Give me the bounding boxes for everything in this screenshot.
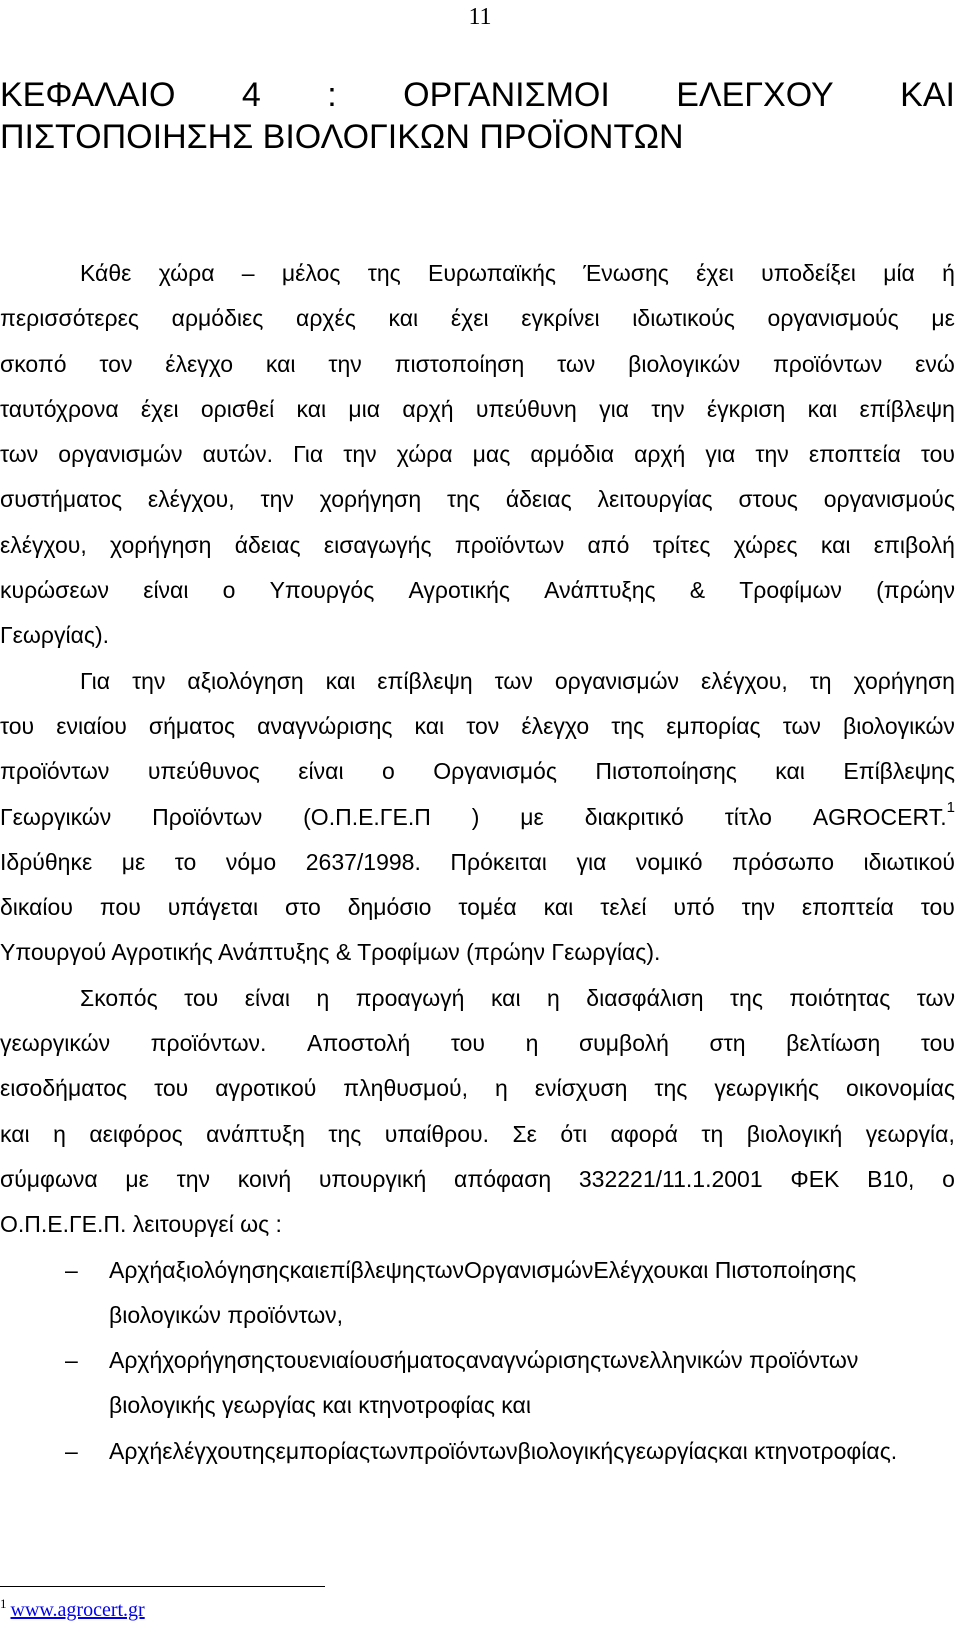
word: από [587, 531, 630, 558]
word: ενίσχυση [534, 1075, 628, 1102]
word: σήματος [148, 712, 236, 739]
word: για [705, 441, 736, 468]
word: εποπτεία [808, 441, 901, 468]
word: πιστοποίηση [394, 350, 525, 377]
word: Ιδρύθηκε [0, 848, 93, 875]
word: του [920, 441, 955, 468]
word: των [782, 712, 821, 739]
word: ορισθεί [200, 395, 275, 422]
word: ποιότητας [789, 984, 891, 1011]
word: διακριτικό [584, 803, 684, 830]
text-line [0, 477, 955, 522]
word: την [343, 441, 377, 468]
word: τρίτες [652, 531, 711, 558]
word: ελέγχου, [147, 486, 235, 513]
word: αειφόρος [89, 1120, 183, 1147]
word: υπαίθρου. [384, 1120, 489, 1147]
word: αρχή [402, 395, 454, 422]
text-line [0, 387, 955, 432]
word: με [125, 1165, 149, 1192]
word: ιδιωτικούς [632, 305, 735, 332]
word: σήματος [379, 1347, 466, 1374]
word: τον [466, 712, 500, 739]
word: Προϊόντων [152, 803, 263, 830]
word: ελέγχου, [701, 667, 788, 694]
word: Ευρωπαϊκής [428, 260, 556, 286]
word: με [931, 305, 955, 332]
word: είναι [298, 758, 344, 785]
word: μας [472, 441, 511, 468]
word: χώρα [158, 260, 215, 286]
word: τη [701, 1120, 724, 1147]
word: ελέγχου [162, 1437, 243, 1464]
word: περισσότερες [0, 305, 139, 332]
word: οργανισμών [554, 667, 680, 694]
word: η [53, 1120, 66, 1147]
word: έχει [140, 395, 179, 422]
text-line [109, 1438, 748, 1464]
footnote-reference[interactable]: 1 [946, 798, 955, 816]
text-line [0, 523, 955, 568]
word: γεωργικής [714, 1075, 820, 1102]
word: πληθυσμού, [343, 1075, 469, 1102]
word: Αρχή [109, 1347, 163, 1374]
footnote [0, 1596, 145, 1624]
text-line: κτηνοτροφίας. [754, 1437, 898, 1464]
word: – [241, 260, 255, 286]
word: και [296, 395, 327, 422]
list-item [0, 1338, 955, 1429]
text-line [0, 795, 955, 840]
word: Αποστολή [307, 1030, 411, 1057]
word: αυτών. [202, 441, 274, 468]
word: άδειας [505, 486, 572, 513]
word: έχει [450, 305, 489, 332]
text-line: προϊόντων βιολογικής γεωργίας και κτηνοτροφίας και [109, 1347, 859, 1419]
word: μια [348, 395, 381, 422]
text-line [109, 1257, 708, 1283]
text-line [0, 342, 955, 387]
word: και [718, 1437, 748, 1464]
word: Γεωργικών [0, 803, 112, 830]
word: βιολογική [746, 1120, 843, 1147]
text-line [0, 1066, 955, 1111]
word: ενώ [915, 350, 955, 377]
word: αρμόδια [530, 441, 614, 468]
word: (πρώην [876, 577, 955, 604]
word: διασφάλιση [586, 984, 704, 1011]
footnote-separator [0, 1586, 325, 1587]
word: της [447, 486, 480, 513]
word: του [920, 1030, 955, 1057]
word: επίβλεψης [319, 1256, 426, 1283]
word: την [176, 1165, 211, 1192]
text-line: Υπουργού Αγροτικής Ανάπτυξης & Τροφίμων (πρώην Γεωργίας). [0, 939, 661, 966]
word: είναι [244, 984, 290, 1011]
word: και [543, 894, 574, 921]
word: έλεγχο [521, 712, 590, 739]
word: και [0, 1120, 30, 1147]
word: στη [709, 1030, 746, 1057]
word: την [132, 667, 166, 694]
word: υπουργική [318, 1165, 427, 1192]
word: εμπορίας [275, 1437, 371, 1464]
title-word: ΚΑΙ [900, 76, 955, 114]
word: επιβολή [873, 531, 955, 558]
word: τελεί [600, 894, 647, 921]
word: ενιαίου [56, 712, 127, 739]
word: ενιαίου [308, 1347, 380, 1374]
word: των [557, 350, 596, 377]
text-line [0, 704, 955, 749]
word: ιδιωτικού [863, 848, 955, 875]
paragraph-authorities [0, 251, 955, 659]
text-line [0, 1021, 955, 1066]
paragraph-agrocert [0, 659, 955, 976]
word: Υπουργός [269, 577, 375, 604]
word: γεωργικών [0, 1030, 111, 1057]
word: χορήγηση [319, 486, 422, 513]
dash-bullet: – [65, 1256, 78, 1283]
word: βιολογικής [517, 1437, 625, 1464]
dash-bullet: – [65, 1437, 78, 1464]
word: την [651, 395, 685, 422]
word: προϊόντων. [150, 1030, 267, 1057]
word: το [174, 848, 197, 875]
word: Αρχή [109, 1437, 163, 1464]
word: συστήματος [0, 486, 123, 513]
word: και [775, 758, 805, 785]
word: την [741, 894, 775, 921]
word: κοινή [237, 1165, 292, 1192]
dash-bullet: – [65, 1347, 78, 1374]
word: δημόσιο [347, 894, 432, 921]
word: της [611, 712, 645, 739]
word: αρχή [634, 441, 686, 468]
word: Β10, [867, 1165, 915, 1192]
text-line [0, 1112, 955, 1157]
word: χορήγηση [853, 667, 955, 694]
word: δικαίου [0, 894, 73, 921]
word: πρόσωπο [732, 848, 835, 875]
word: εποπτεία [801, 894, 894, 921]
word: προϊόντων [0, 758, 110, 785]
text-line: Γεωργίας). [0, 622, 110, 649]
word: της [242, 1437, 276, 1464]
word: με [520, 803, 544, 830]
word: ελληνικών [639, 1347, 743, 1374]
word: αρμόδιες [171, 305, 264, 332]
word: αγροτικού [215, 1075, 317, 1102]
paragraph-purpose [0, 976, 955, 1248]
word: άδειας [234, 531, 301, 558]
page-number: 11 [468, 4, 492, 30]
word: τη [809, 667, 832, 694]
word: επίβλεψη [377, 667, 473, 694]
word: της [367, 260, 401, 286]
word: χορήγηση [110, 531, 212, 558]
word: και [490, 984, 521, 1011]
word: της [328, 1120, 362, 1147]
word: Ελέγχου [593, 1256, 679, 1283]
word: αξιολόγησης [162, 1256, 290, 1283]
text-line: Ο.Π.Ε.ΓΕ.Π. λειτουργεί ως : [0, 1211, 282, 1238]
word: Αγροτικής [408, 577, 510, 604]
word: τίτλο [724, 803, 772, 830]
word: εμπορίας [666, 712, 761, 739]
word: 2637/1998. [305, 848, 421, 875]
word: προϊόντων [454, 531, 565, 558]
word: του [0, 712, 35, 739]
word: Τροφίμων [739, 577, 842, 604]
word: νόμο [225, 848, 277, 875]
chapter-title-line-1 [0, 74, 955, 116]
word: και [807, 395, 838, 422]
word: έγκριση [706, 395, 786, 422]
word: του [274, 1347, 309, 1374]
word: υπεύθυνος [147, 758, 260, 785]
word: των [425, 1256, 465, 1283]
word: της [729, 984, 763, 1011]
word: την [328, 350, 362, 377]
word: στο [285, 894, 321, 921]
title-word: ΚΕΦΑΛΑΙΟ [0, 76, 176, 114]
word: ταυτόχρονα [0, 395, 119, 422]
word: με [121, 848, 146, 875]
word: και [265, 350, 296, 377]
word: υποδείξει [761, 260, 856, 286]
word: βιολογικών [842, 712, 955, 739]
text-line [0, 840, 955, 885]
word: τομέα [458, 894, 517, 921]
word: εγκρίνει [521, 305, 600, 332]
word: και [678, 1256, 709, 1283]
word: (Ο.Π.Ε.ΓΕ.Π [303, 803, 431, 830]
word: υπάγεται [167, 894, 259, 921]
word: και [325, 667, 356, 694]
word: Οργανισμών [464, 1256, 594, 1283]
word: ο [222, 577, 236, 604]
word: που [99, 894, 141, 921]
word: λειτουργίας [597, 486, 713, 513]
word: τον [99, 350, 133, 377]
roles-list [0, 1248, 955, 1474]
word: εισαγωγής [323, 531, 432, 558]
word: βελτίωση [786, 1030, 881, 1057]
text-line [0, 568, 955, 613]
word: για [599, 395, 629, 422]
word: η [547, 984, 560, 1011]
word: Κάθε [80, 260, 132, 286]
chapter-title [0, 74, 955, 158]
text-line [0, 749, 955, 794]
word: Επίβλεψης [843, 758, 955, 785]
title-word: 4 [241, 76, 261, 114]
text-line: Πιστοποίησης βιολογικών προϊόντων, [109, 1256, 857, 1328]
word: χώρα [396, 441, 453, 468]
text-line [109, 1347, 743, 1373]
word: 332221/11.1.2001 [578, 1165, 763, 1192]
word: ο [382, 758, 395, 785]
word: Για [80, 667, 111, 694]
word: την [755, 441, 789, 468]
body-text [0, 251, 955, 1474]
word: κυρώσεων [0, 577, 110, 604]
word: στους [738, 486, 798, 513]
text-line [0, 976, 955, 1021]
word: είναι [143, 577, 189, 604]
word: και [820, 531, 851, 558]
title-word: : [327, 76, 337, 114]
word: και [388, 305, 419, 332]
word: αρχές [296, 305, 356, 332]
text-line [0, 1157, 955, 1202]
word: των [0, 441, 39, 468]
word: του [184, 984, 219, 1011]
word: μέλος [281, 260, 341, 286]
word: Σε [512, 1120, 537, 1147]
word: ΦΕΚ [790, 1165, 840, 1192]
word: προϊόντων [408, 1437, 518, 1464]
word: βιολογικών [628, 350, 741, 377]
word: των [916, 984, 955, 1011]
word: Ανάπτυξης [544, 577, 656, 604]
word: αξιολόγηση [187, 667, 304, 694]
word: η [525, 1030, 539, 1057]
word: συμβολή [578, 1030, 669, 1057]
word: οργανισμούς [767, 305, 899, 332]
word: η [494, 1075, 508, 1102]
word: ότι [560, 1120, 588, 1147]
word: της [654, 1075, 688, 1102]
word: ο [942, 1165, 955, 1192]
list-item [0, 1248, 955, 1339]
word: έχει [696, 260, 734, 286]
word: ανάπτυξη [206, 1120, 305, 1147]
agrocert-link[interactable]: www.agrocert.gr [10, 1599, 145, 1621]
text-line [0, 885, 955, 930]
word: του [154, 1075, 189, 1102]
word: απόφαση [454, 1165, 552, 1192]
word: για [576, 848, 607, 875]
word: σκοπό [0, 350, 67, 377]
word: των [370, 1437, 409, 1464]
word: οργανισμούς [823, 486, 955, 513]
word: νομικό [635, 848, 703, 875]
word: αφορά [610, 1120, 678, 1147]
word: αναγνώρισης [465, 1347, 602, 1374]
word: γεωργίας [624, 1437, 719, 1464]
word: Σκοπός [80, 984, 158, 1011]
word: ή [942, 260, 955, 286]
word: Πρόκειται [450, 848, 547, 875]
word: υπεύθυνη [475, 395, 577, 422]
word: προαγωγή [355, 984, 465, 1011]
word: & [689, 577, 706, 604]
word: προϊόντων [772, 350, 883, 377]
text-line [0, 296, 955, 341]
word: ) [471, 803, 480, 830]
word: οικονομίας [846, 1075, 955, 1102]
word: και [289, 1256, 320, 1283]
word: επίβλεψη [859, 395, 955, 422]
chapter-title-line-2: ΠΙΣΤΟΠΟΙΗΣΗΣ ΒΙΟΛΟΓΙΚΩΝ ΠΡΟΪΟΝΤΩΝ [0, 118, 684, 156]
word: και [414, 712, 445, 739]
title-word: ΟΡΓΑΝΙΣΜΟΙ [403, 76, 610, 114]
word: χορήγησης [162, 1347, 275, 1374]
word: Ένωσης [583, 260, 669, 286]
footnote-number: 1 [0, 1596, 7, 1611]
word: την [260, 486, 294, 513]
text-line [0, 659, 955, 704]
word: σύμφωνα [0, 1165, 98, 1192]
word: οργανισμών [58, 441, 183, 468]
word: η [316, 984, 330, 1011]
word: μία [883, 260, 915, 286]
text-line [0, 251, 955, 296]
word: Οργανισμός [433, 758, 557, 785]
word: χώρες [733, 531, 798, 558]
word: εισοδήματος [0, 1075, 128, 1102]
word: των [601, 1347, 640, 1374]
word: Πιστοποίησης [595, 758, 737, 785]
word: του [920, 894, 955, 921]
word: αναγνώρισης [257, 712, 393, 739]
word: υπό [673, 894, 715, 921]
word: των [494, 667, 533, 694]
text-line [0, 432, 955, 477]
title-word: ΕΛΕΓΧΟΥ [676, 76, 834, 114]
list-item [0, 1429, 955, 1474]
word: Για [293, 441, 324, 468]
word: Αρχή [109, 1256, 163, 1283]
word: AGROCERT.$^1$ [812, 798, 955, 830]
word: έλεγχο [165, 350, 234, 377]
word: του [450, 1030, 486, 1057]
word: γεωργία, [865, 1120, 955, 1147]
word: ελέγχου, [0, 531, 87, 558]
